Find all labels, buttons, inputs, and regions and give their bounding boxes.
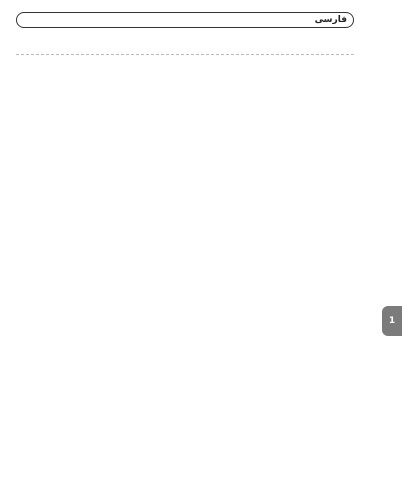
verse-block xyxy=(16,40,354,46)
questions-area xyxy=(16,32,354,489)
divider xyxy=(16,54,354,55)
page-number-tab: 1 xyxy=(382,306,402,336)
question-3 xyxy=(16,40,354,46)
page-header xyxy=(16,12,354,28)
subject-title: فارسی xyxy=(314,15,347,25)
